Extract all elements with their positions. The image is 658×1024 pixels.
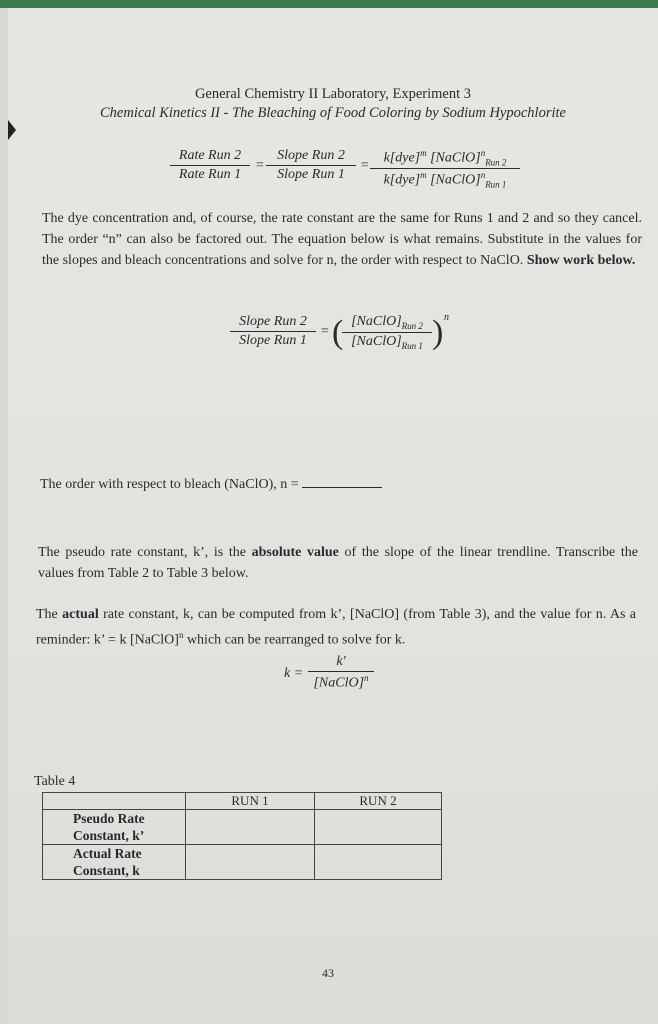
- slope-ratio-fraction-2: [230, 314, 316, 349]
- rate-ratio-fraction: [170, 148, 250, 183]
- slope-run2-text: Slope Run 2: [266, 148, 356, 166]
- equals-sign-1: =: [255, 158, 265, 173]
- row-label-pseudo-rate: [43, 810, 186, 845]
- slope-ratio-fraction: [266, 148, 356, 183]
- rate-law-denominator: [370, 169, 520, 189]
- slope-run1-text: Slope Run 1: [277, 167, 345, 182]
- right-paren: ): [432, 314, 444, 351]
- paragraph-3-text-b: rate constant, k, can be computed from k’, [NaClO] (from Table 3), and the value for n. As a reminder: k’ = k [NaClO]: [36, 607, 637, 648]
- slope-run2-text: Slope Run 2: [230, 314, 316, 332]
- top-background-strip: [0, 0, 658, 8]
- worksheet-page: [8, 8, 658, 1024]
- paragraph-2-text-a: The pseudo rate constant, k’, is the: [38, 545, 246, 560]
- reminder-exponent: n: [178, 630, 184, 640]
- show-work-label: Show work below.: [526, 253, 636, 268]
- table-row-actual-rate: [43, 845, 442, 880]
- row-label-line1: Actual Rate: [73, 846, 142, 861]
- row-label-line2: Constant, k’: [73, 828, 145, 843]
- cell-pseudo-rate-run2[interactable]: [315, 810, 442, 845]
- slope-run1-text: Slope Run 1: [239, 333, 307, 348]
- k-prime-text: k′: [308, 654, 374, 672]
- table-header-row: [43, 793, 442, 810]
- equals-sign-3: =: [320, 324, 330, 339]
- equals-sign-2: =: [360, 158, 370, 173]
- bleach-exponent: n: [480, 170, 486, 181]
- paragraph-3-text-c: which can be rearranged to solve for k.: [186, 632, 406, 648]
- dye-term: k[dye]: [383, 173, 421, 189]
- paragraph-1-text: The dye concentration and, of course, the rate constant are the same for Runs 1 and 2 and so they cancel. The order “n” can also be factored out. The equation below is what remains. Substitute in the values for the slopes and bleach concentrations and solve for n, the order with respect to NaClO.: [42, 211, 642, 268]
- k-equals-text: k =: [284, 666, 304, 681]
- bleach-term: [NaClO]: [351, 314, 402, 329]
- run-subscript: Run 2: [485, 157, 507, 168]
- order-exponent: n: [444, 312, 449, 323]
- cell-actual-rate-run1[interactable]: [186, 845, 315, 880]
- paragraph-3-text-a: The: [36, 607, 58, 622]
- k-fraction-denominator: [308, 672, 374, 692]
- run-subscript: Run 1: [401, 340, 423, 351]
- left-paren: (: [332, 314, 344, 351]
- table-header-empty: [43, 793, 186, 810]
- page-title: General Chemistry II Laboratory, Experiment 3: [194, 86, 472, 102]
- dye-term: k[dye]: [383, 150, 421, 166]
- absolute-value-label: absolute value: [251, 545, 339, 560]
- page-edge-mark: [8, 120, 16, 140]
- row-label-actual-rate: [43, 845, 186, 880]
- bleach-run2: [342, 314, 432, 333]
- page-number: 43: [322, 966, 334, 980]
- row-label-line2: Constant, k: [73, 863, 140, 878]
- table-4: [42, 792, 442, 880]
- rate-law-fraction: [370, 148, 520, 190]
- bleach-ratio-fraction: [342, 314, 432, 351]
- k-fraction: [308, 654, 374, 692]
- page-subtitle: Chemical Kinetics II - The Bleaching of Food Coloring by Sodium Hypochlorite: [100, 105, 566, 121]
- rate-run1-text: Rate Run 1: [178, 167, 242, 182]
- rate-run2-text: Rate Run 2: [170, 148, 250, 166]
- rate-law-numerator: [370, 148, 520, 169]
- order-answer-line: [40, 474, 382, 495]
- dye-exponent: m: [420, 148, 427, 158]
- bleach-exponent: n: [364, 673, 369, 683]
- bleach-term: [NaClO]: [430, 173, 481, 189]
- bleach-exponent: n: [480, 148, 486, 158]
- table-header-run1: RUN 1: [186, 793, 315, 810]
- actual-label: actual: [62, 607, 99, 622]
- instructions-paragraph-1: [42, 208, 642, 271]
- bleach-run1: [342, 333, 432, 351]
- bleach-term: [NaClO]: [313, 675, 365, 691]
- cell-actual-rate-run2[interactable]: [315, 845, 442, 880]
- instructions-paragraph-2: [38, 542, 638, 584]
- bleach-term: [NaClO]: [351, 333, 402, 349]
- bleach-term: [NaClO]: [430, 150, 481, 166]
- paragraph-2-text-b: of the slope of the linear trendline. Transcribe the values from Table 2 to Table 3 below.: [38, 545, 639, 581]
- table-row-pseudo-rate: [43, 810, 442, 845]
- table-header-run2: RUN 2: [315, 793, 442, 810]
- run-subscript: Run 2: [401, 320, 423, 331]
- instructions-paragraph-3: [36, 604, 636, 651]
- row-label-line1: Pseudo Rate: [73, 811, 145, 826]
- dye-exponent: m: [420, 170, 427, 181]
- run-subscript: Run 1: [485, 179, 507, 190]
- cell-pseudo-rate-run1[interactable]: [186, 810, 315, 845]
- order-answer-blank[interactable]: [302, 475, 382, 488]
- table-4-caption: Table 4: [34, 774, 76, 789]
- order-prompt-text: The order with respect to bleach (NaClO), n =: [40, 477, 299, 492]
